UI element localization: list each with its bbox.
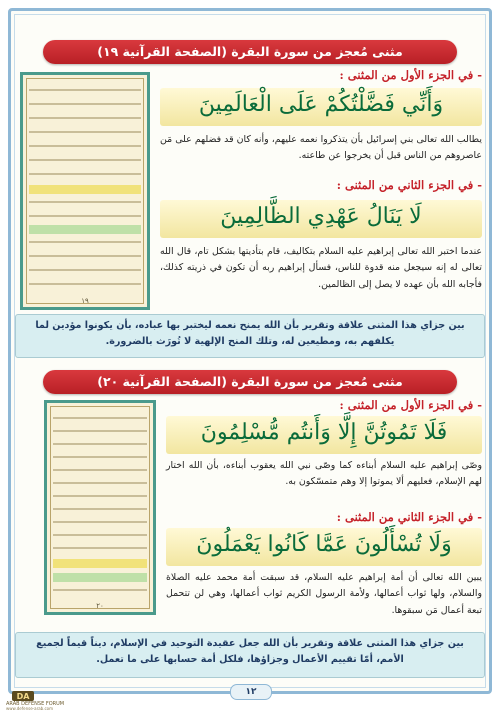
section1-part2-verse-box [160,200,482,238]
section2-note-text: بين جزاي هذا المثنى علاقة وتقرير بأن الله جعل عقيدة التوحيد في الإسلام، ديناً قيماً لجميع الأمم، أمّا تقييم الأعمال وجزاؤها، فلكل أمة حسابها على ما تعمل. [36,638,464,665]
section2-part2-verse-box [166,528,482,566]
section2-part1-verse: فَلَا تَمُوتُنَّ إِلَّا وَأَنتُم مُّسْلِمُونَ [200,420,448,445]
section2-note [15,632,485,678]
section2-part1-heading: - في الجزء الأول من المثنى : [339,398,482,412]
forum-logo-text: DA [16,692,30,701]
section1-part1-heading: - في الجزء الأول من المثنى : [339,68,482,82]
mushaf-page-19-number: ١٩ [81,297,89,305]
section1-title-banner [43,40,457,64]
section2-part2-text: يبين الله تعالى أن أمة إبراهيم عليه السلام، قد سبقت أمة محمد عليه الصلاة والسلام، ولها ثواب أعمالها، ولأمة الرسول الكريم ثواب أعمالها، وهي لن تتحمل تبعة أعمال مَن سبقوها. [166,572,482,616]
section1-note [15,314,485,358]
section2-part1-verse-box [166,416,482,454]
mushaf-page-20 [44,400,156,615]
forum-logo-icon [12,691,34,701]
mushaf-page-19 [20,72,150,310]
section1-part2-verse: لَا يَنَالُ عَهْدِي الظَّالِمِينَ [220,204,422,229]
section2-part2-heading: - في الجزء الثاني من المثنى : [336,510,482,524]
watermark-url: www.defense-arab.com [6,706,54,711]
section2-title: مثنى مُعجز من سورة البقرة (الصفحة القرآنية ٢٠) [97,374,403,389]
section1-part2-heading: - في الجزء الثاني من المثنى : [336,178,482,192]
watermark-site: ARAB DEFENSE FORUM [6,701,65,707]
section1-part1-verse: وَأَنِّي فَضَّلْتُكُمْ عَلَى الْعَالَمِينَ [198,92,444,117]
page-number: ١٢ [230,684,272,700]
section1-part1-verse-box [160,88,482,126]
section2-part2-verse: وَلَا تُسْأَلُونَ عَمَّا كَانُوا يَعْمَلُونَ [196,532,452,557]
section1-note-text: بين جزاي هذا المثنى علاقة وتقرير بأن الله يمنح نعمه ليختبر بها عباده، بأن يكونوا مؤدين لما يكلفهم به، ومطيعين له، وتلك المنح الإلهية لا تُورَث بالضرورة. [35,320,465,347]
section1-part2-text: عندما اختبر الله تعالى إبراهيم عليه السلام بتكاليف، قام بتأديتها بشكل تام، قال الله تعالى له إنه سيجعل منه قدوة للناس، فسأل إبراهيم ربه أن تكون في ذريته كذلك، فأجابه الله بأن عهده لا يصل إلى الظالمين. [160,246,482,290]
section2-title-banner [43,370,457,394]
section2-part1-text: وصّى إبراهيم عليه السلام أبناءه كما وصّى نبي الله يعقوب أبناءه، بأن الله اختار لهم الإسلام، فعليهم ألا يموتوا إلا وهم متمسّكون به. [166,460,482,488]
section1-title: مثنى مُعجز من سورة البقرة (الصفحة القرآنية ١٩) [97,44,403,59]
mushaf-page-20-number: ٢٠ [96,602,104,610]
section1-part1-text: يطالب الله تعالى بني إسرائيل بأن يتذكروا نعمه عليهم، وأنه كان قد فضلهم على مَن عاصروهم من الناس قبل أن يخرجوا عن طاعته. [160,134,482,162]
